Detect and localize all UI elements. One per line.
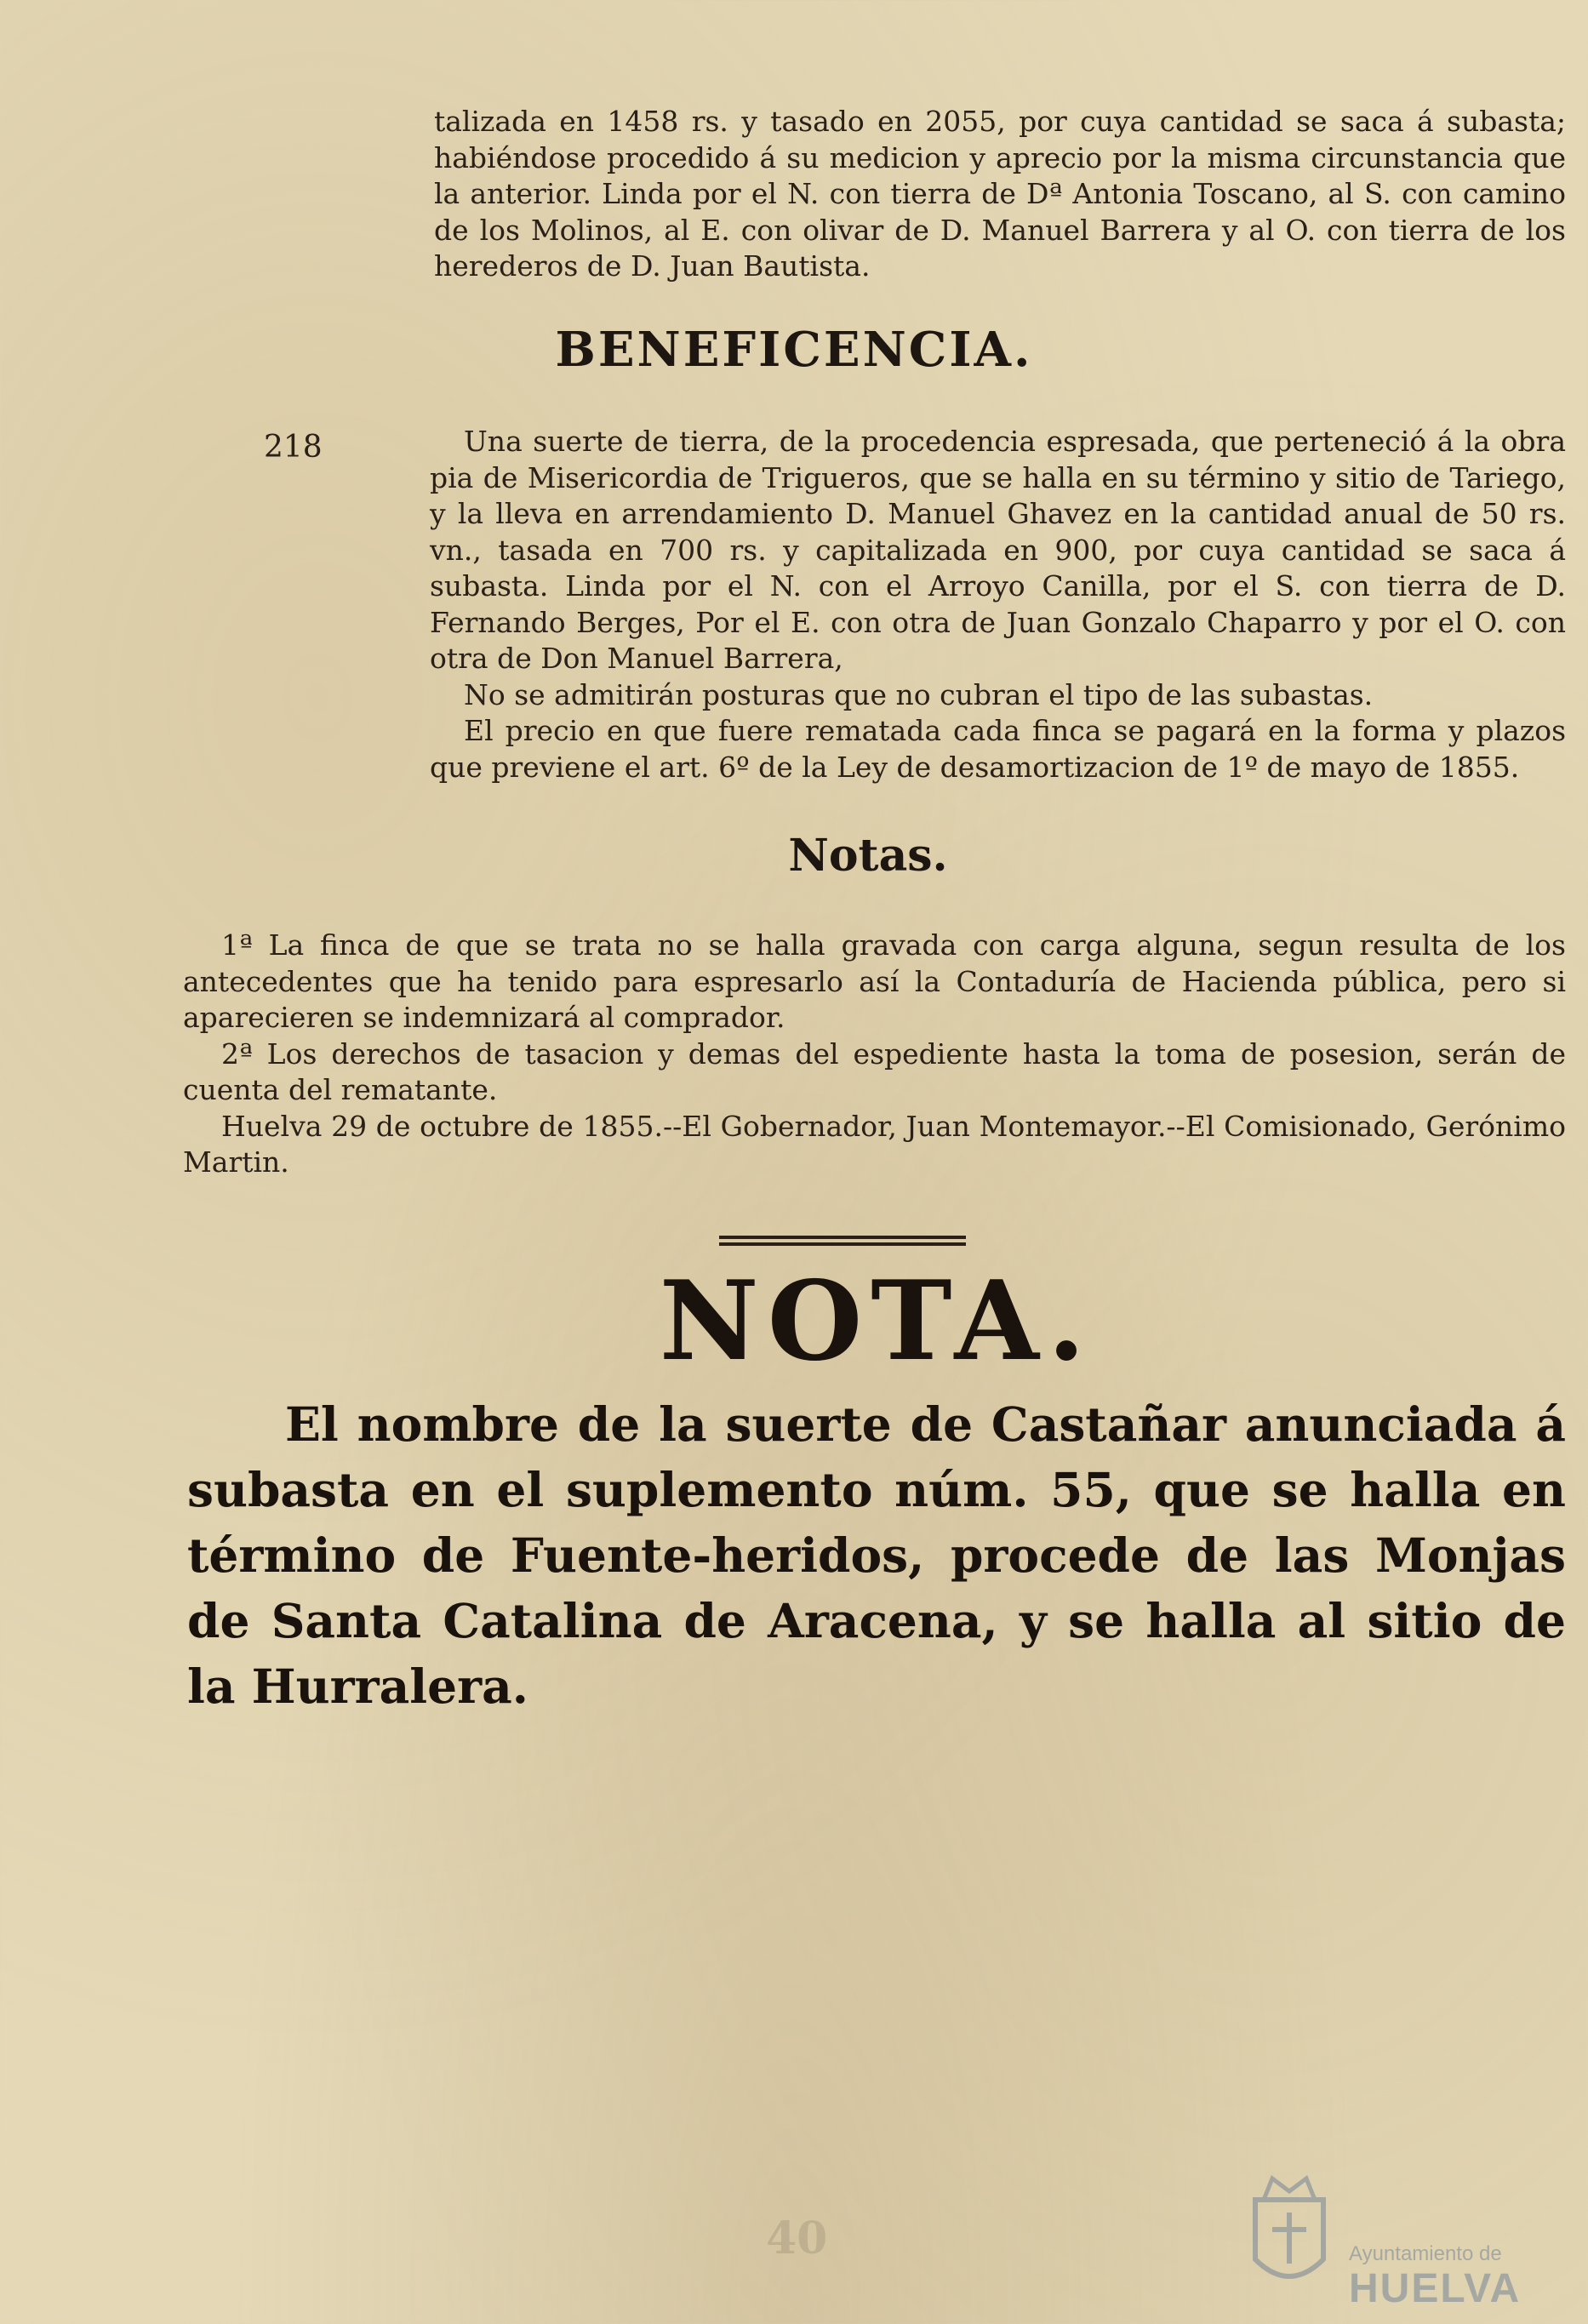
- nota-title: NOTA.: [659, 1258, 1094, 1385]
- crest-icon: [1238, 2166, 1340, 2302]
- divider-rule-bottom: [719, 1242, 966, 1246]
- watermark-line-1: Ayuntamiento de: [1349, 2242, 1502, 2265]
- divider-rule-top: [719, 1236, 966, 1239]
- watermark-line-2: HUELVA: [1349, 2266, 1522, 2311]
- nota-item-1: 1ª La finca de que se trata no se halla gravada con carga alguna, segun resulta de los antecedentes que ha tenido para espresarlo así la Contaduría de Hacienda pública, pero si aparecieren se indemnizará al comprador.: [183, 928, 1566, 1034]
- intro-paragraph: [434, 104, 1566, 285]
- section-heading: BENEFICENCIA.: [555, 322, 1033, 378]
- nota-body: [187, 1391, 1566, 1719]
- lot-description: [430, 424, 1566, 785]
- notas-list: [183, 928, 1566, 1181]
- page-number: 40: [766, 2213, 828, 2264]
- lot-text: Una suerte de tierra, de la procedencia espresada, que perteneció á la obra pia de Misericordia de Trigueros, que se halla en su término y sitio de Tariego, y la lleva en arrendamiento D. Manuel Ghavez en la cantidad anual de 50 rs. vn., tasada en 700 rs. y capitalizada en 900, por cuya cantidad se saca á subasta. Linda por el N. con el Arroyo Canilla, por el S. con tierra de D. Fernando Berges, Por el E. con otra de Juan Gonzalo Chaparro y por el O. con otra de Don Manuel Barrera,: [430, 425, 1566, 675]
- ayuntamiento-watermark: [1238, 2149, 1545, 2311]
- nota-item-2: 2ª Los derechos de tasacion y demas del espediente hasta la toma de posesion, serán de cuenta del rematante.: [183, 1036, 1566, 1106]
- signature-line: Huelva 29 de octubre de 1855.--El Gobernador, Juan Montemayor.--El Comisionado, Gerónimo Martin.: [183, 1109, 1566, 1179]
- nota-text: El nombre de la suerte de Castañar anunciada á subasta en el suplemento núm. 55, que se halla en término de Fuente-heridos, procede de las Monjas de Santa Catalina de Aracena, y se halla al sitio de la Hurralera.: [187, 1396, 1566, 1714]
- lot-note-1: No se admitirán posturas que no cubran el tipo de las subastas.: [464, 677, 1374, 711]
- notas-heading: Notas.: [788, 830, 948, 882]
- lot-note-2: El precio en que fuere rematada cada finca se pagará en la forma y plazos que previene el art. 6º de la Ley de desamortizacion de 1º de mayo de 1855.: [430, 714, 1566, 784]
- intro-text: talizada en 1458 rs. y tasado en 2055, por cuya cantidad se saca á subasta; habiéndose procedido á su medicion y aprecio por la misma circunstancia que la anterior. Linda por el N. con tierra de Dª Antonia Toscano, al S. con camino de los Molinos, al E. con olivar de D. Manuel Barrera y al O. con tierra de los herederos de D. Juan Bautista.: [434, 105, 1566, 283]
- lot-number: 218: [264, 430, 323, 465]
